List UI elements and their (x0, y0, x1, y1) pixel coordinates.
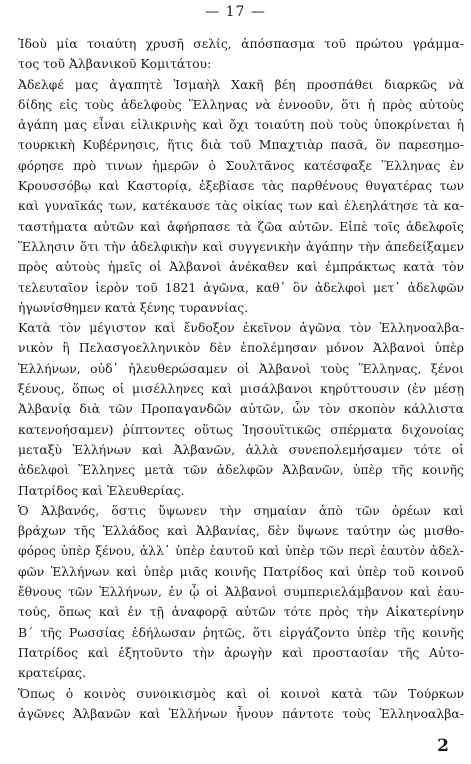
text-line: τελευταῖον ἱερὸν τοῦ 1821 ἀγῶνα, καθ᾽ ὃν ἀδελφοὶ μετ᾽ ἀδελφῶν (18, 279, 464, 295)
text-line: Ὅπως ὁ κοινὸς συνοικισμὸς καὶ οἱ κοινοὶ κατὰ τῶν Τούρκων (18, 685, 464, 701)
text-line: δίδης εἰς τοὺς ἀδελφοὺς Ἕλληνας νὰ ἐννοοῦν, ὅτι ἡ πρὸς αὐτοὺς (18, 96, 464, 112)
text-line: ἔθνους τῶν Ἑλλήνων, ἐν ᾧ οἱ Ἀλβανοὶ συμπεριελάμβανον καὶ ἑαυ- (18, 584, 464, 600)
text-line: Κατὰ τὸν μέγιστον καὶ ἔνδοξον ἐκεῖνον ἀγῶνα τὸν Ἑλληνοαλβα- (18, 320, 464, 336)
text-line: μεταξὺ Ἑλλήνων καὶ Ἀλβανῶν, ἀλλὰ συνεπολεμήσαμεν τότε οἱ (18, 441, 464, 457)
text-line: κρατείρας. (18, 665, 87, 681)
text-line: βράχων τῆς Ἑλλάδος καὶ Ἀλβανίας, δὲν ὕψωνε ταύτην ὡς μισθο- (18, 523, 464, 539)
text-line: ξένους, ὅπως οἱ μισέλληνες καὶ μισάλβανοι κηρύττουσιν (ἐν μέσῃ (18, 381, 464, 397)
text-line: Πατρίδος καὶ Ἐλευθερίας. (18, 482, 185, 498)
text-line: Ἕλλησιν ὅτι τὴν ἀδελφικὴν καὶ συγγενικὴν ἀγάπην τὴν ἀπεδείξαμεν (18, 238, 464, 254)
page-number-header: — 17 — (205, 4, 266, 20)
body-text (18, 34, 464, 724)
text-line: φόρος ὑπὲρ ξένου, ἀλλ᾽ ὑπὲρ ἑαυτοῦ καὶ ὑπὲρ τῶν περὶ ἑαυτὸν ἀδελ- (18, 543, 464, 559)
text-line: Πατρίδος καὶ ἐξητοῦντο τὴν ἀρωγὴν καὶ προστασίαν τῆς Αὐτο- (18, 644, 464, 660)
text-line: Ἀδελφέ μας ἀγαπητὲ Ἰσμαὴλ Χακῆ βέη προσπάθει διαρκῶς νὰ (18, 76, 464, 92)
text-line: καὶ γυναῖκάς των, κατέκαυσε τὰς οἰκίας των καὶ ἐλεηλάτησε τὰ κα- (18, 198, 464, 214)
text-line: ἀγάπη μας εἶναι εἰλικρινὴς καὶ ὄχι τοιαύτη ποὺ τοὺς ὑποκρίνεται ἡ (18, 117, 464, 133)
text-line: Ἀλβανίᾳ διὰ τῶν Προπαγανδῶν αὐτῶν, ὧν τὸν σκοπὸν κάλλιστα (18, 401, 464, 417)
text-line: ἡγωνίσθημεν κατὰ ξένης τυραννίας. (18, 299, 249, 315)
text-line: τουρκικὴ Κυβέρνησις, ἥτις διὰ τοῦ Μπαχτιὰρ πασᾶ, ὃν παρεσημο- (18, 137, 464, 153)
text-line: κατενοήσαμεν) ῥίπτοντες οὕτως Ἰησουϊτικῶς σπέρματα διχονοίας (18, 421, 464, 437)
text-line: φόρησε πρὸ τινων ἡμερῶν ὁ Σουλτᾶνος κατέσφαξε Ἕλληνας ἐν (18, 157, 464, 173)
text-line: ἀγῶνες Ἀλβανῶν καὶ Ἑλλήνων ἦνουν πάντοτε τοὺς Ἑλληνοαλβα- (18, 705, 464, 721)
text-line: πρὸς αὐτοὺς ἡμεῖς οἱ Ἀλβανοὶ ἀνέκαθεν καὶ ἐμπράκτως κατὰ τὸν (18, 259, 464, 275)
text-line: φῶν Ἑλλήνων καὶ ὑπὲρ μιᾶς κοινῆς Πατρίδος καὶ ὑπὲρ τοῦ κοινοῦ (18, 563, 464, 579)
text-line: νικὸν ἢ Πελασγοελληνικὸν δὲν ἐπολέμησαν μόνον Ἀλβανοὶ ὑπὲρ (18, 340, 464, 356)
text-line: ταστήματα αὐτῶν καὶ ἀφήρπασε τὰ ζῶα αὐτῶν. Εἰπὲ τοῖς ἀδελφοῖς (18, 218, 464, 234)
text-line: Ὁ Ἀλβανός, ὅστις ὕψωνεν τὴν σημαίαν ἀπὸ τῶν ὀρέων καὶ (18, 502, 464, 518)
text-line: τος τοῦ Ἀλβανικοῦ Κομιτάτου: (18, 56, 212, 72)
text-line: Ἑλλήνων, οὐδ᾽ ἠλευθερώσαμεν οἱ Ἀλβανοὶ τοὺς Ἕλληνας, ξένοι (18, 360, 464, 376)
text-line: ἀδελφοὶ Ἕλληνες μετὰ τῶν ἀδελφῶν Ἀλβανῶν, ὑπὲρ τῆς κοινῆς (18, 462, 464, 478)
text-line: Β΄ τῆς Ρωσσίας ἐδήλωσαν ῥητῶς, ὅτι εἰργάζοντο ὑπὲρ τῆς κοινῆς (18, 624, 464, 640)
text-line: Κρουσσόβῳ καὶ Καστορίᾳ, ἐξεβίασε τὰς παρθένους θυγατέρας των (18, 178, 464, 194)
text-line: Ἰδοὺ μία τοιαύτη χρυσῆ σελίς, ἀπόσπασμα τοῦ πρώτου γράμμα- (18, 36, 464, 51)
signature-mark: 2 (437, 736, 449, 756)
text-line: τούς, ὅπως καὶ ἐν τῇ ἀναφορᾷ αὐτῶν τότε πρὸς τὴν Αἰκατερίνην (18, 604, 464, 620)
